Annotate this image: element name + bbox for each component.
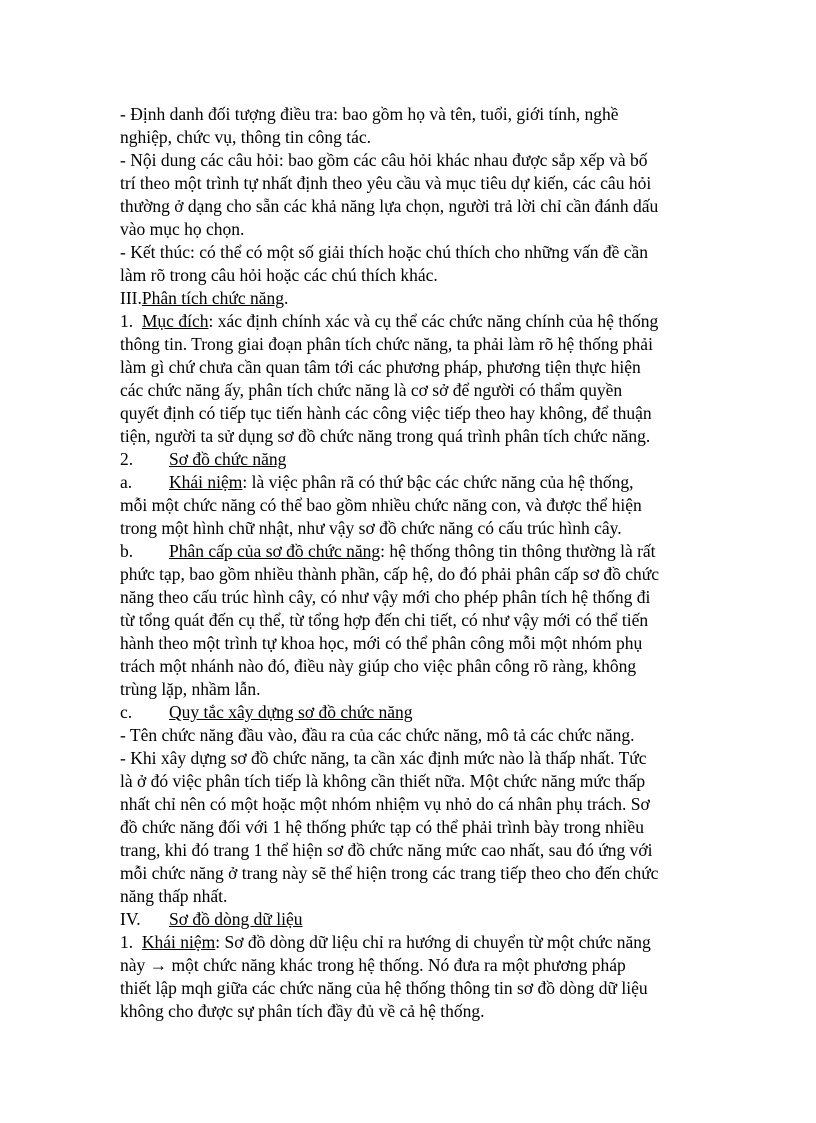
paragraph-concept bbox=[120, 471, 702, 494]
item-number: 1. bbox=[120, 932, 134, 952]
section-number: III. bbox=[120, 288, 142, 308]
text-line: thông tin. Trong giai đoạn phân tích chức năng, ta phải làm rõ hệ thống phải bbox=[120, 334, 653, 354]
text-line: : xác định chính xác và cụ thể các chức năng chính của hệ thống bbox=[208, 311, 659, 331]
text-line: làm rõ trong câu hỏi hoặc các chú thích khác. bbox=[120, 265, 438, 285]
text-line: hành theo một trình tự khoa học, mới có thể phân công mỗi một nhóm phụ bbox=[120, 633, 643, 653]
text-line: - Tên chức năng đầu vào, đầu ra của các chức năng, mô tả các chức năng. bbox=[120, 725, 635, 745]
text-line: từ tổng quát đến cụ thể, từ tổng hợp đến chi tiết, có như vậy mới có thể tiến bbox=[120, 610, 649, 630]
text-line: mỗi một chức năng có thể bao gồm nhiều chức năng con, và được thể hiện bbox=[120, 495, 642, 515]
text-line: : là việc phân rã có thứ bậc các chức năng của hệ thống, bbox=[242, 472, 634, 492]
text-line: nhất chỉ nên có một hoặc một nhóm nhiệm vụ nhỏ do cá nhân phụ trách. Sơ bbox=[120, 794, 650, 814]
text-line: trách một nhánh nào đó, điều này giúp cho việc phân công rõ ràng, không bbox=[120, 656, 637, 676]
text-line: trùng lặp, nhầm lẫn. bbox=[120, 679, 261, 699]
text-line: mỗi chức năng ở trang này sẽ thể hiện trong các trang tiếp theo cho đến chức bbox=[120, 863, 659, 883]
text-line: phức tạp, bao gồm nhiều thành phần, cấp hệ, do đó phải phân cấp sơ đồ chức bbox=[120, 564, 659, 584]
text-line: : hệ thống thông tin thông thường là rất bbox=[380, 541, 656, 561]
text-line: vào mục họ chọn. bbox=[120, 219, 245, 239]
paragraph-hierarchy bbox=[120, 540, 702, 563]
subsection-title: Quy tắc xây dựng sơ đồ chức năng bbox=[169, 702, 413, 722]
text-fragment: một chức năng khác trong hệ thống. Nó đưa ra một phương pháp bbox=[167, 955, 626, 975]
item-label: Khái niệm bbox=[141, 932, 216, 952]
item-letter: a. bbox=[120, 472, 133, 492]
document-page bbox=[120, 103, 702, 1023]
subsection-heading-c bbox=[120, 701, 702, 724]
text-line: là ở đó việc phân tích tiếp là không cần thiết nữa. Một chức năng mức thấp bbox=[120, 771, 646, 791]
item-number: 1. bbox=[120, 311, 134, 331]
item-label: Phân cấp của sơ đồ chức năng bbox=[169, 541, 381, 561]
text-line: trí theo một trình tự nhất định theo yêu cầu và mục tiêu dự kiến, các câu hỏi bbox=[120, 173, 652, 193]
text-fragment: này bbox=[120, 955, 150, 975]
text-line: : Sơ đồ dòng dữ liệu chỉ ra hướng di chuyển từ một chức năng bbox=[215, 932, 651, 952]
text-line: - Nội dung các câu hỏi: bao gồm các câu hỏi khác nhau được sắp xếp và bố bbox=[120, 150, 648, 170]
text-line-with-arrow bbox=[120, 954, 702, 977]
item-letter: b. bbox=[120, 541, 134, 561]
text-line: - Định danh đối tượng điều tra: bao gồm họ và tên, tuổi, giới tính, nghề bbox=[120, 104, 619, 124]
item-letter: c. bbox=[120, 702, 133, 722]
text-line: các chức năng ấy, phân tích chức năng là cơ sở để người có thẩm quyền bbox=[120, 380, 623, 400]
text-line: thường ở dạng cho sẵn các khả năng lựa chọn, người trả lời chỉ cần đánh dấu bbox=[120, 196, 659, 216]
section-number: IV. bbox=[120, 909, 141, 929]
text-line: - Khi xây dựng sơ đồ chức năng, ta cần xác định mức nào là thấp nhất. Tức bbox=[120, 748, 647, 768]
subsection-heading-2 bbox=[120, 448, 702, 471]
text-line: năng thấp nhất. bbox=[120, 886, 228, 906]
text-line: trang, khi đó trang 1 thể hiện sơ đồ chức năng mức cao nhất, sau đó ứng với bbox=[120, 840, 653, 860]
text-line: tiện, người ta sử dụng sơ đồ chức năng trong quá trình phân tích chức năng. bbox=[120, 426, 651, 446]
item-label: Mục đích bbox=[141, 311, 209, 331]
paragraph-purpose bbox=[120, 310, 702, 333]
item-number: 2. bbox=[120, 449, 134, 469]
subsection-title: Sơ đồ chức năng bbox=[169, 449, 287, 469]
paragraph-dfd-concept bbox=[120, 931, 702, 954]
text-line: - Kết thúc: có thể có một số giải thích hoặc chú thích cho những vấn đề cần bbox=[120, 242, 649, 262]
section-title-period: . bbox=[284, 288, 289, 308]
text-line: trong một hình chữ nhật, như vậy sơ đồ chức năng có cấu trúc hình cây. bbox=[120, 518, 622, 538]
section-title: Phân tích chức năng bbox=[141, 288, 285, 308]
section-title: Sơ đồ dòng dữ liệu bbox=[169, 909, 303, 929]
text-line: năng theo cấu trúc hình cây, có như vậy mới cho phép phân tích hệ thống đi bbox=[120, 587, 651, 607]
text-line: nghiệp, chức vụ, thông tin công tác. bbox=[120, 127, 372, 147]
text-line: làm gì chứ chưa cần quan tâm tới các phương pháp, phương tiện thực hiện bbox=[120, 357, 641, 377]
right-arrow-icon: → bbox=[149, 955, 168, 975]
text-line: đồ chức năng đối với 1 hệ thống phức tạp có thể phải trình bày trong nhiều bbox=[120, 817, 644, 837]
text-line: quyết định có tiếp tục tiến hành các công việc tiếp theo hay không, để thuận bbox=[120, 403, 652, 423]
section-heading-4 bbox=[120, 908, 702, 931]
text-line: không cho được sự phân tích đầy đủ về cả hệ thống. bbox=[120, 1001, 485, 1021]
text-line: thiết lập mqh giữa các chức năng của hệ thống thông tin sơ đồ dòng dữ liệu bbox=[120, 978, 648, 998]
item-label: Khái niệm bbox=[169, 472, 243, 492]
section-heading-3 bbox=[120, 287, 702, 310]
